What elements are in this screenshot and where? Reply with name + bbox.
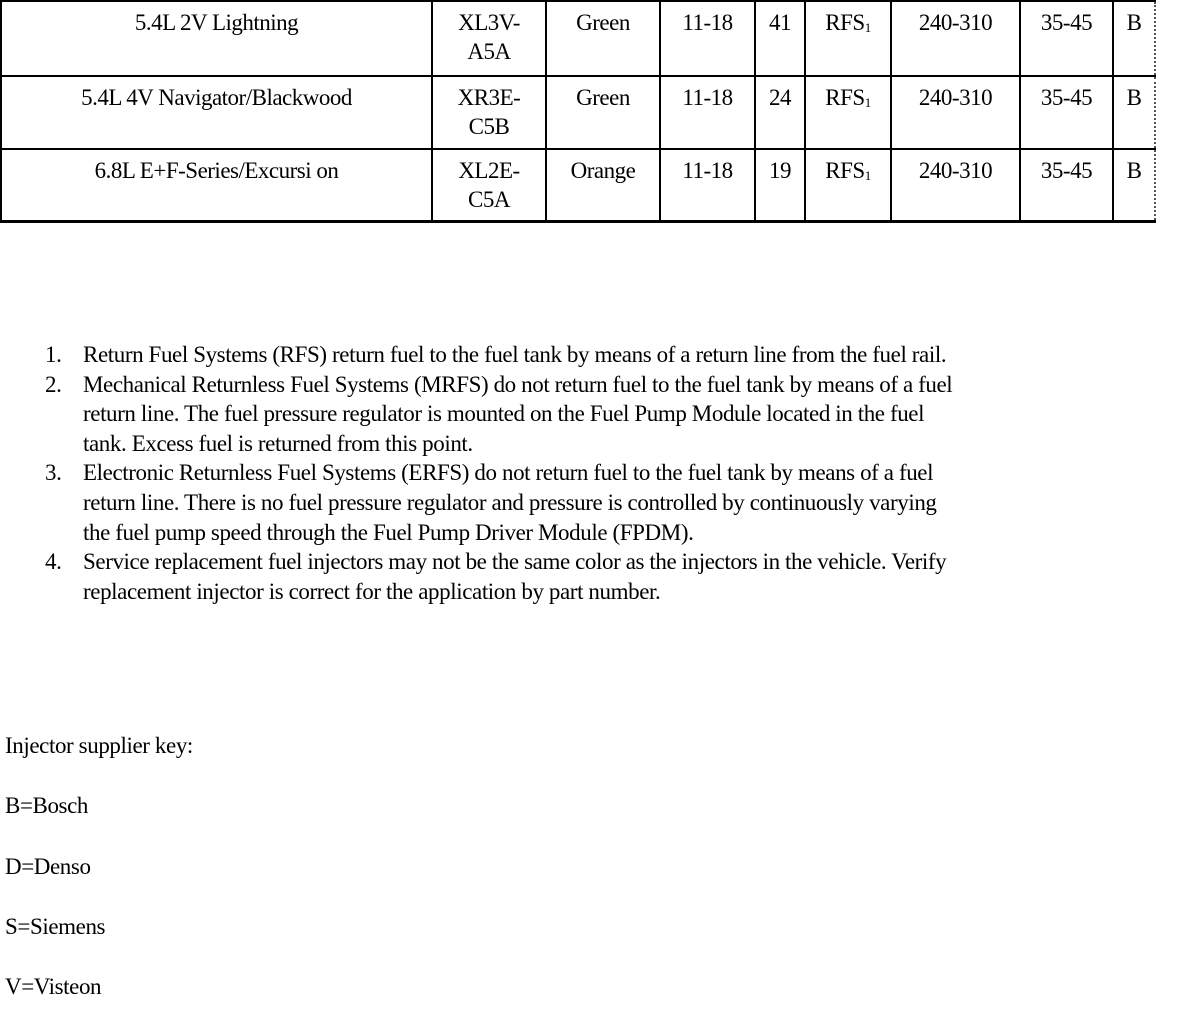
fuel-system-cell: $RFS_1$ [805, 1, 891, 76]
supplier-key-bosch: B=Bosch [5, 793, 89, 818]
pressure-psi-cell: 35-45 [1020, 76, 1113, 149]
footnote-4: Service replacement fuel injectors may not be the same color as the injectors in the vehicle. Verify replacement injector is correct for the application by part number. [83, 549, 947, 604]
table-row [1, 76, 1155, 149]
table-row [1, 1, 1155, 76]
part-number-cell: XR3E- C5B [432, 76, 546, 149]
part-number-cell: XL3V- A5A [432, 1, 546, 76]
footnote-1: Return Fuel Systems (RFS) return fuel to the fuel tank by means of a return line from the fuel rail. [83, 342, 947, 367]
injector-spec-table [0, 0, 1156, 223]
supplier-key-heading: Injector supplier key: [5, 733, 193, 758]
supplier-cell: B [1113, 1, 1155, 76]
pressure-kpa-cell: 240-310 [891, 149, 1020, 222]
fuel-system-cell: $RFS_1$ [805, 76, 891, 149]
part-number-cell: XL2E- C5A [432, 149, 546, 222]
table-row [1, 149, 1155, 222]
supplier-cell: B [1113, 149, 1155, 222]
resistance-cell: 11-18 [660, 76, 755, 149]
injector-color-cell: Green [546, 1, 660, 76]
fuel-system-cell: $RFS_1$ [805, 149, 891, 222]
pressure-kpa-cell: 240-310 [891, 76, 1020, 149]
pressure-psi-cell: 35-45 [1020, 149, 1113, 222]
resistance-cell: 11-18 [660, 149, 755, 222]
supplier-key-denso: D=Denso [5, 854, 91, 879]
footnote-2: Mechanical Returnless Fuel Systems (MRFS) do not return fuel to the fuel tank by means of a fuel return line. The fuel pressure regulator is mounted on the Fuel Pump Module located in the fuel tank. Excess fuel is returned from this point. [83, 371, 953, 456]
injector-color-cell: Orange [546, 149, 660, 222]
pressure-psi-cell: 35-45 [1020, 1, 1113, 76]
resistance-cell: 11-18 [660, 1, 755, 76]
injector-color-cell: Green [546, 76, 660, 149]
footnotes-list [0, 340, 960, 606]
flow-cell: 24 [755, 76, 805, 149]
flow-cell: 41 [755, 1, 805, 76]
footnote-3: Electronic Returnless Fuel Systems (ERFS) do not return fuel to the fuel tank by means of a fuel return line. There is no fuel pressure regulator and pressure is controlled by continuously varying the fuel pump speed through the Fuel Pump Driver Module (FPDM). [83, 460, 937, 545]
engine-cell: 5.4L 2V Lightning [1, 1, 432, 76]
engine-cell: 5.4L 4V Navigator/Blackwood [1, 76, 432, 149]
engine-cell: 6.8L E+F-Series/Excursi on [1, 149, 432, 222]
supplier-key-siemens: S=Siemens [5, 914, 106, 939]
pressure-kpa-cell: 240-310 [891, 1, 1020, 76]
flow-cell: 19 [755, 149, 805, 222]
supplier-cell: B [1113, 76, 1155, 149]
supplier-key-visteon: V=Visteon [5, 974, 102, 999]
